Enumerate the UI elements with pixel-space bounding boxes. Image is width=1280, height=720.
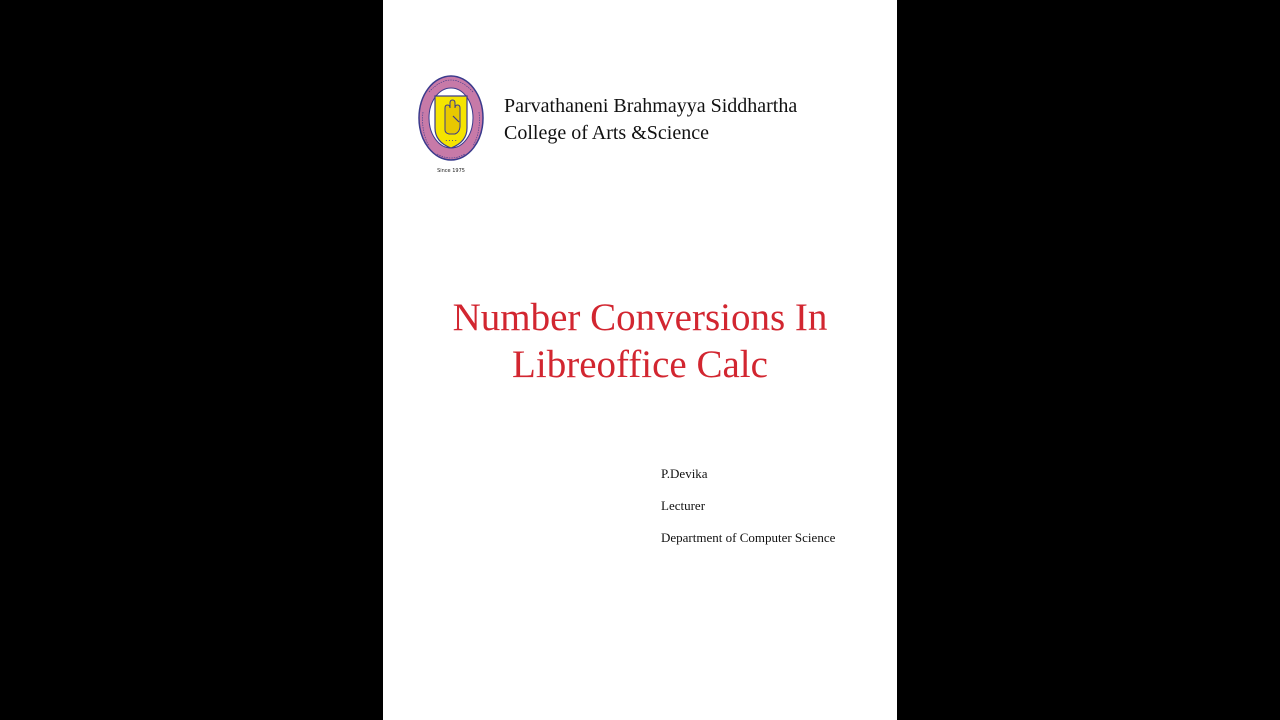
svg-text:• • • •: • • • • (445, 139, 457, 143)
document-title-line2: Libreoffice Calc (512, 343, 768, 386)
author-role: Lecturer (661, 498, 706, 513)
college-name-line2: College of Arts &Science (504, 122, 709, 144)
college-name-line1: Parvathaneni Brahmayya Siddhartha (504, 95, 798, 117)
document-title-line1: Number Conversions In (452, 296, 828, 339)
svg-text:Since 1975: Since 1975 (437, 168, 465, 174)
author-name: P.Devika (661, 466, 708, 481)
college-seal-icon (415, 72, 487, 176)
author-department: Department of Computer Science (661, 530, 836, 545)
document-title (383, 294, 897, 388)
document-page (383, 0, 897, 720)
author-block (661, 465, 835, 561)
college-name (504, 93, 797, 147)
